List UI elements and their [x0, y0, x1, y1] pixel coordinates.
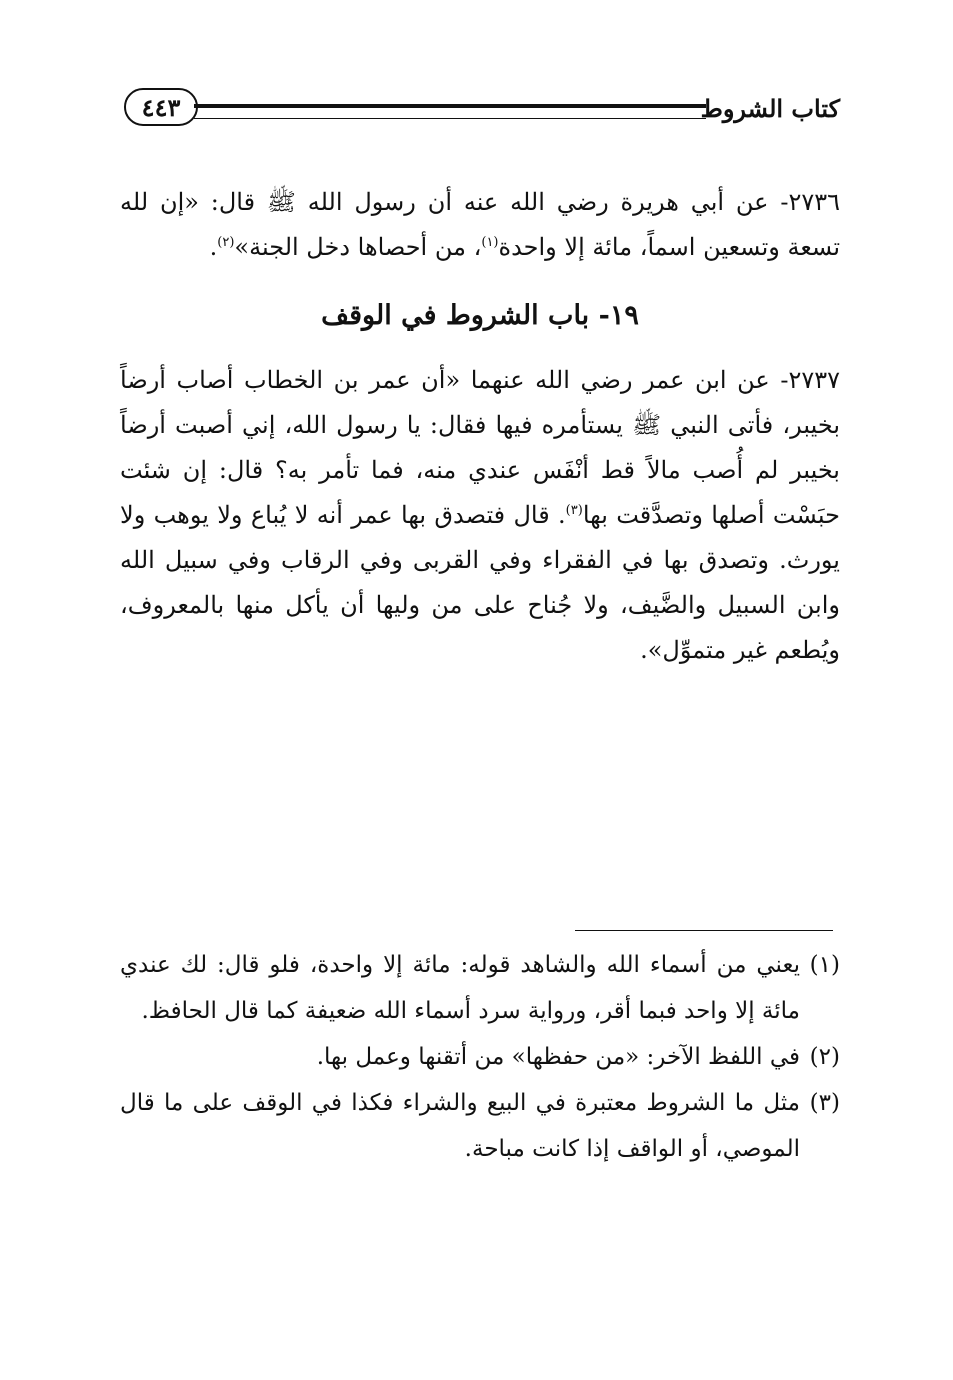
hadith-2737-text-1: ٢٧٣٧- عن ابن عمر رضي الله عنهما «أن عمر بن الخطاب أصاب أرضاً بخيبر، فأتى النبي ﷺ يستأمره فيها فقال: يا رسول الله، إني أصبت أرضاً بخيبر لم أُصب مالاً قط أنْفَس عندي منه، فما تأمر به؟ قال: إن شئت حبَسْت أصلها وتصدَّقت بها: [120, 366, 840, 529]
section-heading: ١٩- باب الشروط في الوقف: [321, 300, 639, 331]
header-rule: [194, 104, 706, 119]
hadith-2736-text-2: ، من أحصاها دخل الجنة»: [234, 233, 482, 261]
hadith-2737: [120, 358, 840, 673]
footnote-separator: [575, 930, 833, 931]
footnote-text: في اللفظ الآخر: «من حفظها» من أتقنها وعمل بها.: [316, 1044, 800, 1070]
footnote-text: مثل ما الشروط معتبرة في البيع والشراء فكذا في الوقف على ما قال الموصي، أو الواقف إذا كانت مباحة.: [120, 1090, 800, 1162]
footnotes: [120, 942, 840, 1172]
footnote-ref-2: (٢): [217, 235, 235, 250]
footnote-number: (٣): [809, 1090, 840, 1116]
hadith-2736-text-1: ٢٧٣٦- عن أبي هريرة رضي الله عنه أن رسول الله ﷺ قال: «إن لله تسعة وتسعين اسماً، مائة إلا واحدة: [120, 188, 840, 261]
hadith-2737-text-2: . قال فتصدق بها عمر أنه لا يُباع ولا يوهب ولا يورث. وتصدق بها في الفقراء وفي القربى وفي الرقاب وفي سبيل الله وابن السبيل والضَّيف، ولا جُناح على من وليها أن يأكل منها بالمعروف، ويُطعم غير متموِّل».: [120, 501, 840, 664]
footnote-ref-1: (١): [481, 235, 499, 250]
book-title: كتاب الشروط: [700, 94, 840, 123]
footnote-text: يعني من أسماء الله والشاهد قوله: مائة إلا واحدة، فلو قال: لك عندي مائة إلا واحد فبما أقر، ورواية سرد أسماء الله ضعيفة كما قال الحافظ.: [120, 952, 800, 1024]
page-header: [120, 88, 840, 132]
footnote-number: (١): [809, 952, 840, 978]
footnote: [120, 942, 840, 1034]
footnote: [120, 1034, 840, 1080]
footnote-ref-3: (٣): [565, 503, 583, 518]
hadith-2736: [120, 180, 840, 270]
hadith-2736-text-3: .: [209, 233, 218, 261]
footnote-number: (٢): [809, 1044, 840, 1070]
footnote: [120, 1080, 840, 1172]
page-number: ٤٤٣: [124, 88, 198, 126]
